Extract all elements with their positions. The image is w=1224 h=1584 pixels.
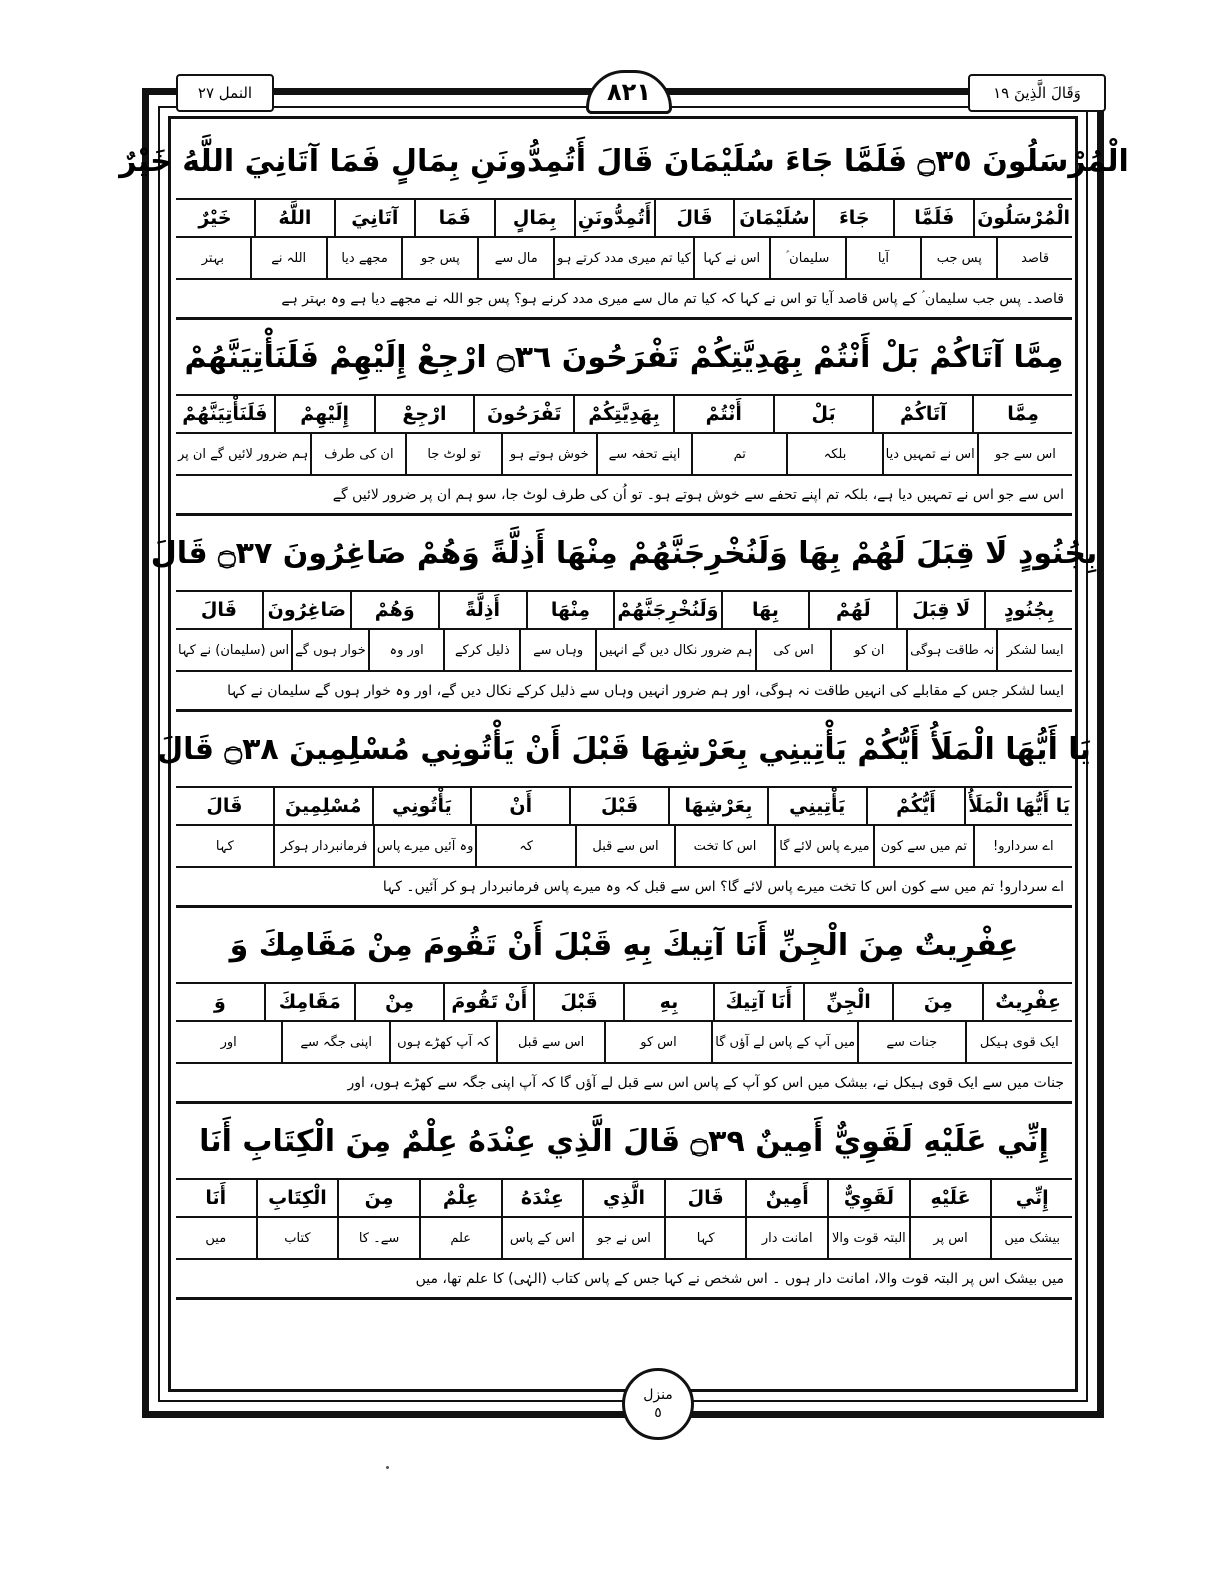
word-cell: أَنْ تَقُومَ bbox=[443, 984, 533, 1020]
word-cell: الْجِنِّ bbox=[803, 984, 893, 1020]
meaning-row bbox=[176, 238, 1072, 280]
meaning-cell: اس پر bbox=[909, 1218, 991, 1258]
word-cell: أَتُمِدُّونَنِ bbox=[574, 200, 654, 236]
ayah-line: عِفْرِيتٌ مِنَ الْجِنِّ أَنَا آتِيكَ بِهِ قَبْلَ أَنْ تَقُومَ مِنْ مَقَامِكَ وَ bbox=[176, 908, 1072, 984]
word-cell: الْمُرْسَلُونَ bbox=[973, 200, 1072, 236]
word-cell: بِهِ bbox=[623, 984, 713, 1020]
word-cell: آتَاكُمْ bbox=[872, 396, 972, 432]
meaning-cell: علم bbox=[419, 1218, 501, 1258]
meaning-cell: سے۔ کا bbox=[337, 1218, 419, 1258]
meaning-cell: سلیمان ؑ bbox=[769, 238, 845, 278]
meaning-cell: میں bbox=[205, 1230, 227, 1246]
surah-label: النمل ٢٧ bbox=[176, 74, 274, 112]
word-cell: بِهَا bbox=[721, 592, 809, 628]
word-cell: مِنْ bbox=[354, 984, 444, 1020]
translation-line: اے سردارو! تم میں سے کون اس کا تخت میرے پاس لائے گا؟ اس سے قبل کہ وہ میرے پاس فرمانبردار ہو کر آئیں۔ کہا bbox=[176, 868, 1072, 908]
meaning-cell: تو لوٹ جا bbox=[405, 434, 500, 474]
word-cell: أَنْتُمْ bbox=[673, 396, 773, 432]
word-cell: قَالَ bbox=[664, 1180, 746, 1216]
ayah-line: إِنِّي عَلَيْهِ لَقَوِيٌّ أَمِينٌ ۝٣٩ قَالَ الَّذِي عِنْدَهُ عِلْمٌ مِنَ الْكِتَابِ أَنَا bbox=[176, 1104, 1072, 1180]
meaning-cell: اس کا تخت bbox=[674, 826, 773, 866]
word-cell: بَلْ bbox=[773, 396, 873, 432]
word-cell: مِنَ bbox=[892, 984, 982, 1020]
meaning-cell: اس نے تمہیں دیا bbox=[882, 434, 977, 474]
word-cell: الْكِتَابِ bbox=[256, 1180, 338, 1216]
meaning-cell: اے سردارو! bbox=[973, 826, 1072, 866]
meaning-cell: بیشک میں bbox=[990, 1218, 1072, 1258]
meaning-cell: بلکہ bbox=[786, 434, 881, 474]
meaning-cell: البتہ قوت والا bbox=[827, 1218, 909, 1258]
page-number: ٨٢١ bbox=[586, 70, 672, 114]
meaning-cell: وہ آئیں میرے پاس bbox=[373, 826, 475, 866]
meaning-cell: اپنی جگہ سے bbox=[281, 1022, 388, 1062]
word-cell: عَلَيْهِ bbox=[909, 1180, 991, 1216]
word-cell: أَنَا آتِيكَ bbox=[713, 984, 803, 1020]
meaning-cell: اس (سلیمان) نے کہا bbox=[177, 642, 290, 658]
ayah-section bbox=[176, 908, 1072, 1104]
word-row bbox=[176, 396, 1072, 434]
word-cell: لَقَوِيٌّ bbox=[827, 1180, 909, 1216]
manzil-number: ٥ bbox=[654, 1405, 662, 1421]
translation-line: اس سے جو اس نے تمہیں دیا ہے، بلکہ تم اپنے تحفے سے خوش ہوتے ہو۔ تو اُن کی طرف لوٹ جا، سو ہم ان پر ضرور لائیں گے bbox=[176, 476, 1072, 516]
meaning-cell: کہ bbox=[475, 826, 574, 866]
word-cell: مِمَّا bbox=[972, 396, 1072, 432]
juz-label: وَقَالَ الَّذِينَ ١٩ bbox=[968, 74, 1106, 112]
word-cell: بِعَرْشِهَا bbox=[668, 788, 767, 824]
meaning-cell: کہ آپ کھڑے ہوں bbox=[389, 1022, 496, 1062]
word-row bbox=[176, 984, 1072, 1022]
ayah-line: مِمَّا آتَاكُمْ بَلْ أَنْتُمْ بِهَدِيَّتِكُمْ تَفْرَحُونَ ۝٣٦ ارْجِعْ إِلَيْهِمْ فَلَنَأْتِيَنَّهُمْ bbox=[176, 320, 1072, 396]
meaning-cell: ایک قوی ہیکل bbox=[965, 1022, 1072, 1062]
ayah-section bbox=[176, 1104, 1072, 1300]
translation-line: قاصد۔ پس جب سلیمان ؑ کے پاس قاصد آیا تو اس نے کہا کہ کیا تم مال سے میری مدد کرنے ہو؟ پس جو اللہ نے مجھے دیا ہے وہ بہتر ہے bbox=[176, 280, 1072, 320]
ayah-section bbox=[176, 320, 1072, 516]
word-cell: إِلَيْهِمْ bbox=[274, 396, 374, 432]
word-cell: وَهُمْ bbox=[350, 592, 438, 628]
word-cell: قَبْلَ bbox=[533, 984, 623, 1020]
meaning-cell: اپنے تحفہ سے bbox=[596, 434, 691, 474]
meaning-cell: خوار ہوں گے bbox=[291, 630, 368, 670]
meaning-cell: آیا bbox=[845, 238, 921, 278]
meaning-cell: تم bbox=[691, 434, 786, 474]
word-row bbox=[176, 200, 1072, 238]
word-cell: مِنَ bbox=[337, 1180, 419, 1216]
word-cell: يَأْتُونِي bbox=[372, 788, 471, 824]
word-cell: سُلَيْمَانَ bbox=[733, 200, 813, 236]
meaning-cell: کہا bbox=[664, 1218, 746, 1258]
meaning-cell: کیا تم میری مدد کرتے ہو bbox=[553, 238, 693, 278]
meaning-cell: وہاں سے bbox=[519, 630, 595, 670]
meaning-cell: اس سے جو bbox=[977, 434, 1072, 474]
ayah-section bbox=[150, 516, 1098, 712]
word-row bbox=[176, 592, 1072, 630]
word-cell: أَنْ bbox=[470, 788, 569, 824]
meaning-cell: اس نے کہا bbox=[693, 238, 769, 278]
word-cell: مِنْهَا bbox=[526, 592, 614, 628]
ayah-section bbox=[157, 712, 1091, 908]
meaning-cell: ایسا لشکر bbox=[996, 630, 1072, 670]
word-cell: تَفْرَحُونَ bbox=[473, 396, 573, 432]
meaning-cell: اس کے پاس bbox=[501, 1218, 583, 1258]
word-cell: لَا قِبَلَ bbox=[896, 592, 984, 628]
word-cell: خَيْرٌ bbox=[198, 207, 232, 229]
meaning-cell: اس کی bbox=[755, 630, 831, 670]
meaning-cell: میرے پاس لائے گا bbox=[774, 826, 873, 866]
word-cell: جَاءَ bbox=[813, 200, 893, 236]
meaning-cell: مال سے bbox=[477, 238, 553, 278]
meaning-cell: فرمانبردار ہوکر bbox=[273, 826, 372, 866]
word-cell: عِلْمٌ bbox=[419, 1180, 501, 1216]
translation-line: میں بیشک اس پر البتہ قوت والا، امانت دار ہوں ۔ اس شخص نے کہا جس کے پاس کتاب (الہٰی) کا علم تھا، میں bbox=[176, 1260, 1072, 1300]
meaning-cell: میں آپ کے پاس لے آؤں گا bbox=[711, 1022, 857, 1062]
page-content bbox=[119, 124, 1129, 1388]
word-cell: وَلَنُخْرِجَنَّهُمْ bbox=[613, 592, 720, 628]
ayah-line: بِجُنُودٍ لَا قِبَلَ لَهُمْ بِهَا وَلَنُخْرِجَنَّهُمْ مِنْهَا أَذِلَّةً وَهُمْ صَاغِرُونَ ۝٣٧ قَالَ bbox=[176, 516, 1072, 592]
ayah-section bbox=[119, 124, 1129, 320]
word-cell: صَاغِرُونَ bbox=[262, 592, 350, 628]
word-row bbox=[176, 788, 1072, 826]
meaning-cell: مجھے دیا bbox=[326, 238, 402, 278]
word-cell: فَلَنَأْتِيَنَّهُمْ bbox=[182, 403, 268, 425]
word-cell: فَمَا bbox=[414, 200, 494, 236]
word-cell: بِمَالٍ bbox=[494, 200, 574, 236]
word-cell: قَبْلَ bbox=[569, 788, 668, 824]
word-cell: مَقَامِكَ bbox=[264, 984, 354, 1020]
meaning-cell: جنات سے bbox=[857, 1022, 964, 1062]
meaning-cell: امانت دار bbox=[745, 1218, 827, 1258]
meaning-cell: ان کی طرف bbox=[310, 434, 405, 474]
word-cell: مُسْلِمِينَ bbox=[273, 788, 372, 824]
ayah-line: يَا أَيُّهَا الْمَلَأُ أَيُّكُمْ يَأْتِينِي بِعَرْشِهَا قَبْلَ أَنْ يَأْتُونِي مُسْلِمِينَ ۝٣٨ قَالَ bbox=[176, 712, 1072, 788]
meaning-cell: تم میں سے کون bbox=[873, 826, 972, 866]
word-cell: بِهَدِيَّتِكُمْ bbox=[573, 396, 673, 432]
word-row bbox=[176, 1180, 1072, 1218]
meaning-cell: اس سے قبل bbox=[496, 1022, 603, 1062]
meaning-cell: ذلیل کرکے bbox=[443, 630, 519, 670]
word-cell: أَنَا bbox=[205, 1187, 227, 1209]
word-cell: عِنْدَهُ bbox=[501, 1180, 583, 1216]
word-cell: أَمِينٌ bbox=[745, 1180, 827, 1216]
meaning-cell: اس سے قبل bbox=[575, 826, 674, 866]
word-cell: اللَّهُ bbox=[254, 200, 334, 236]
meaning-cell: اس نے جو bbox=[582, 1218, 664, 1258]
meaning-row bbox=[176, 434, 1072, 476]
word-cell: أَيُّكُمْ bbox=[866, 788, 965, 824]
word-cell: قَالَ bbox=[654, 200, 734, 236]
meaning-cell: ہم ضرور نکال دیں گے انہیں bbox=[595, 630, 755, 670]
scan-dot bbox=[386, 1466, 389, 1469]
word-cell: فَلَمَّا bbox=[893, 200, 973, 236]
word-cell: لَهُمْ bbox=[808, 592, 896, 628]
meaning-cell: ہم ضرور لائیں گے ان پر bbox=[177, 446, 309, 462]
word-cell: قَالَ bbox=[200, 599, 237, 621]
word-cell: بِجُنُودٍ bbox=[984, 592, 1072, 628]
word-cell: وَ bbox=[214, 991, 226, 1013]
meaning-cell: کہا bbox=[215, 838, 234, 854]
meaning-row bbox=[176, 826, 1072, 868]
translation-line: ایسا لشکر جس کے مقابلے کی انہیں طاقت نہ ہوگی، اور ہم ضرور انہیں وہاں سے ذلیل کرکے نکال دیں گے، اور وہ خوار ہوں گے سلیمان نے کہا bbox=[176, 672, 1072, 712]
ayah-line: الْمُرْسَلُونَ ۝٣٥ فَلَمَّا جَاءَ سُلَيْمَانَ قَالَ أَتُمِدُّونَنِ بِمَالٍ فَمَا آتَانِيَ اللَّهُ خَيْرٌ bbox=[176, 124, 1072, 200]
word-cell: الَّذِي bbox=[582, 1180, 664, 1216]
word-cell: أَذِلَّةً bbox=[438, 592, 526, 628]
manzil-label: منزل bbox=[643, 1386, 673, 1403]
word-cell: يَا أَيُّهَا الْمَلَأُ bbox=[964, 788, 1072, 824]
word-cell: عِفْرِيتٌ bbox=[982, 984, 1072, 1020]
meaning-cell: اللہ نے bbox=[250, 238, 326, 278]
word-cell: ارْجِعْ bbox=[374, 396, 474, 432]
meaning-cell: ان کو bbox=[830, 630, 906, 670]
meaning-cell: نہ طاقت ہوگی bbox=[906, 630, 996, 670]
meaning-cell: کتاب bbox=[256, 1218, 338, 1258]
meaning-cell: قاصد bbox=[996, 238, 1072, 278]
word-cell: قَالَ bbox=[206, 795, 243, 817]
meaning-row bbox=[176, 630, 1072, 672]
meaning-cell: خوش ہوتے ہو bbox=[501, 434, 596, 474]
manzil-badge bbox=[622, 1368, 694, 1440]
meaning-cell: پس جب bbox=[920, 238, 996, 278]
meaning-cell: پس جو bbox=[401, 238, 477, 278]
meaning-cell: اور وہ bbox=[368, 630, 444, 670]
word-cell: إِنِّي bbox=[990, 1180, 1072, 1216]
meaning-cell: بہتر bbox=[201, 250, 225, 266]
word-cell: آتَانِيَ bbox=[334, 200, 414, 236]
translation-line: جنات میں سے ایک قوی ہیکل نے، بیشک میں اس کو آپ کے پاس اس سے قبل لے آؤں گا کہ آپ اپنی جگہ سے کھڑے ہوں، اور bbox=[176, 1064, 1072, 1104]
meaning-row bbox=[176, 1218, 1072, 1260]
meaning-row bbox=[176, 1022, 1072, 1064]
word-cell: يَأْتِينِي bbox=[767, 788, 866, 824]
meaning-cell: اور bbox=[220, 1034, 237, 1050]
meaning-cell: اس کو bbox=[604, 1022, 711, 1062]
